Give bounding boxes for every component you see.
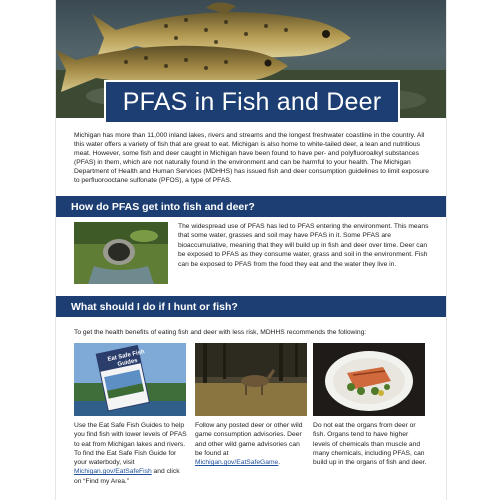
- intro-paragraph: Michigan has more than 11,000 inland lakes, rivers and streams and the longest freshwater coastline in the country. All this water offers a variety of fish that are great to eat. Michigan is also home to white-tailed deer, a lean and nutritious meat. However, some fish and deer caught in Michigan have been found to have per- and polyfluoroalkyl substances (PFAS) in them, which are not naturally found in the environment and can be harmful to your health. The Michigan Department of Health and Human Services (MDHHS) has issued fish and deer consumption guidelines to limit exposure to perfluorooctane sulfonate (PFOS), a type of PFAS.: [74, 132, 429, 184]
- col2-body-end: .: [278, 459, 281, 467]
- col2-text: [195, 421, 309, 467]
- eat-safe-fish-guide-photo: [74, 343, 186, 416]
- section-heading-how: [56, 196, 446, 217]
- section2-intro: To get the health benefits of eating fish and deer with less risk, MDHHS recommends the following:: [74, 329, 367, 336]
- col2-body: Follow any posted deer or other wild game consumption advisories. Deer and other wild game advisories can be found at: [195, 422, 303, 457]
- col1-text: [74, 421, 188, 486]
- col3-text: [313, 421, 427, 467]
- section-heading-how-text: How do PFAS get into fish and deer?: [71, 200, 255, 213]
- section-heading-what: [56, 296, 446, 317]
- culvert-photo: [74, 222, 168, 284]
- section-heading-what-text: What should I do if I hunt or fish?: [71, 300, 238, 313]
- flyer-page: [55, 0, 447, 500]
- section1-paragraph: The widespread use of PFAS has led to PFAS entering the environment. This means that some water, grasses and soil may have PFAS in it. Some PFAS are bioaccumulative, meaning that they will build up in fish and deer over time. Deer can be exposed to PFAS as they consume water, grass and soil in the environment. Fish can be exposed to PFAS from the food they eat and the water they live in.: [178, 223, 429, 268]
- col1-body-end: and click on “Find my Area.”: [74, 468, 180, 485]
- eat-safe-game-link[interactable]: Michigan.gov/EatSafeGame: [195, 459, 279, 467]
- title-banner: [104, 80, 400, 124]
- fish-dinner-photo: [313, 343, 425, 416]
- guide-cover-title: Eat Safe Fish Guides: [107, 349, 146, 368]
- deer-photo: [195, 343, 307, 416]
- col1-body: Use the Eat Safe Fish Guides to help you find fish with lower levels of PFAS to eat from Michigan lakes and rivers. To find the Eat Safe Fish Guide for your waterbody, visit: [74, 422, 187, 467]
- eat-safe-fish-link[interactable]: Michigan.gov/EatSafeFish: [74, 468, 152, 476]
- page-title: PFAS in Fish and Deer: [122, 87, 382, 116]
- col3-body: Do not eat the organs from deer or fish. Organs tend to have higher levels of chemicals than muscle and many chemicals, including PFAS, can build up in the organs of fish and deer.: [313, 422, 427, 467]
